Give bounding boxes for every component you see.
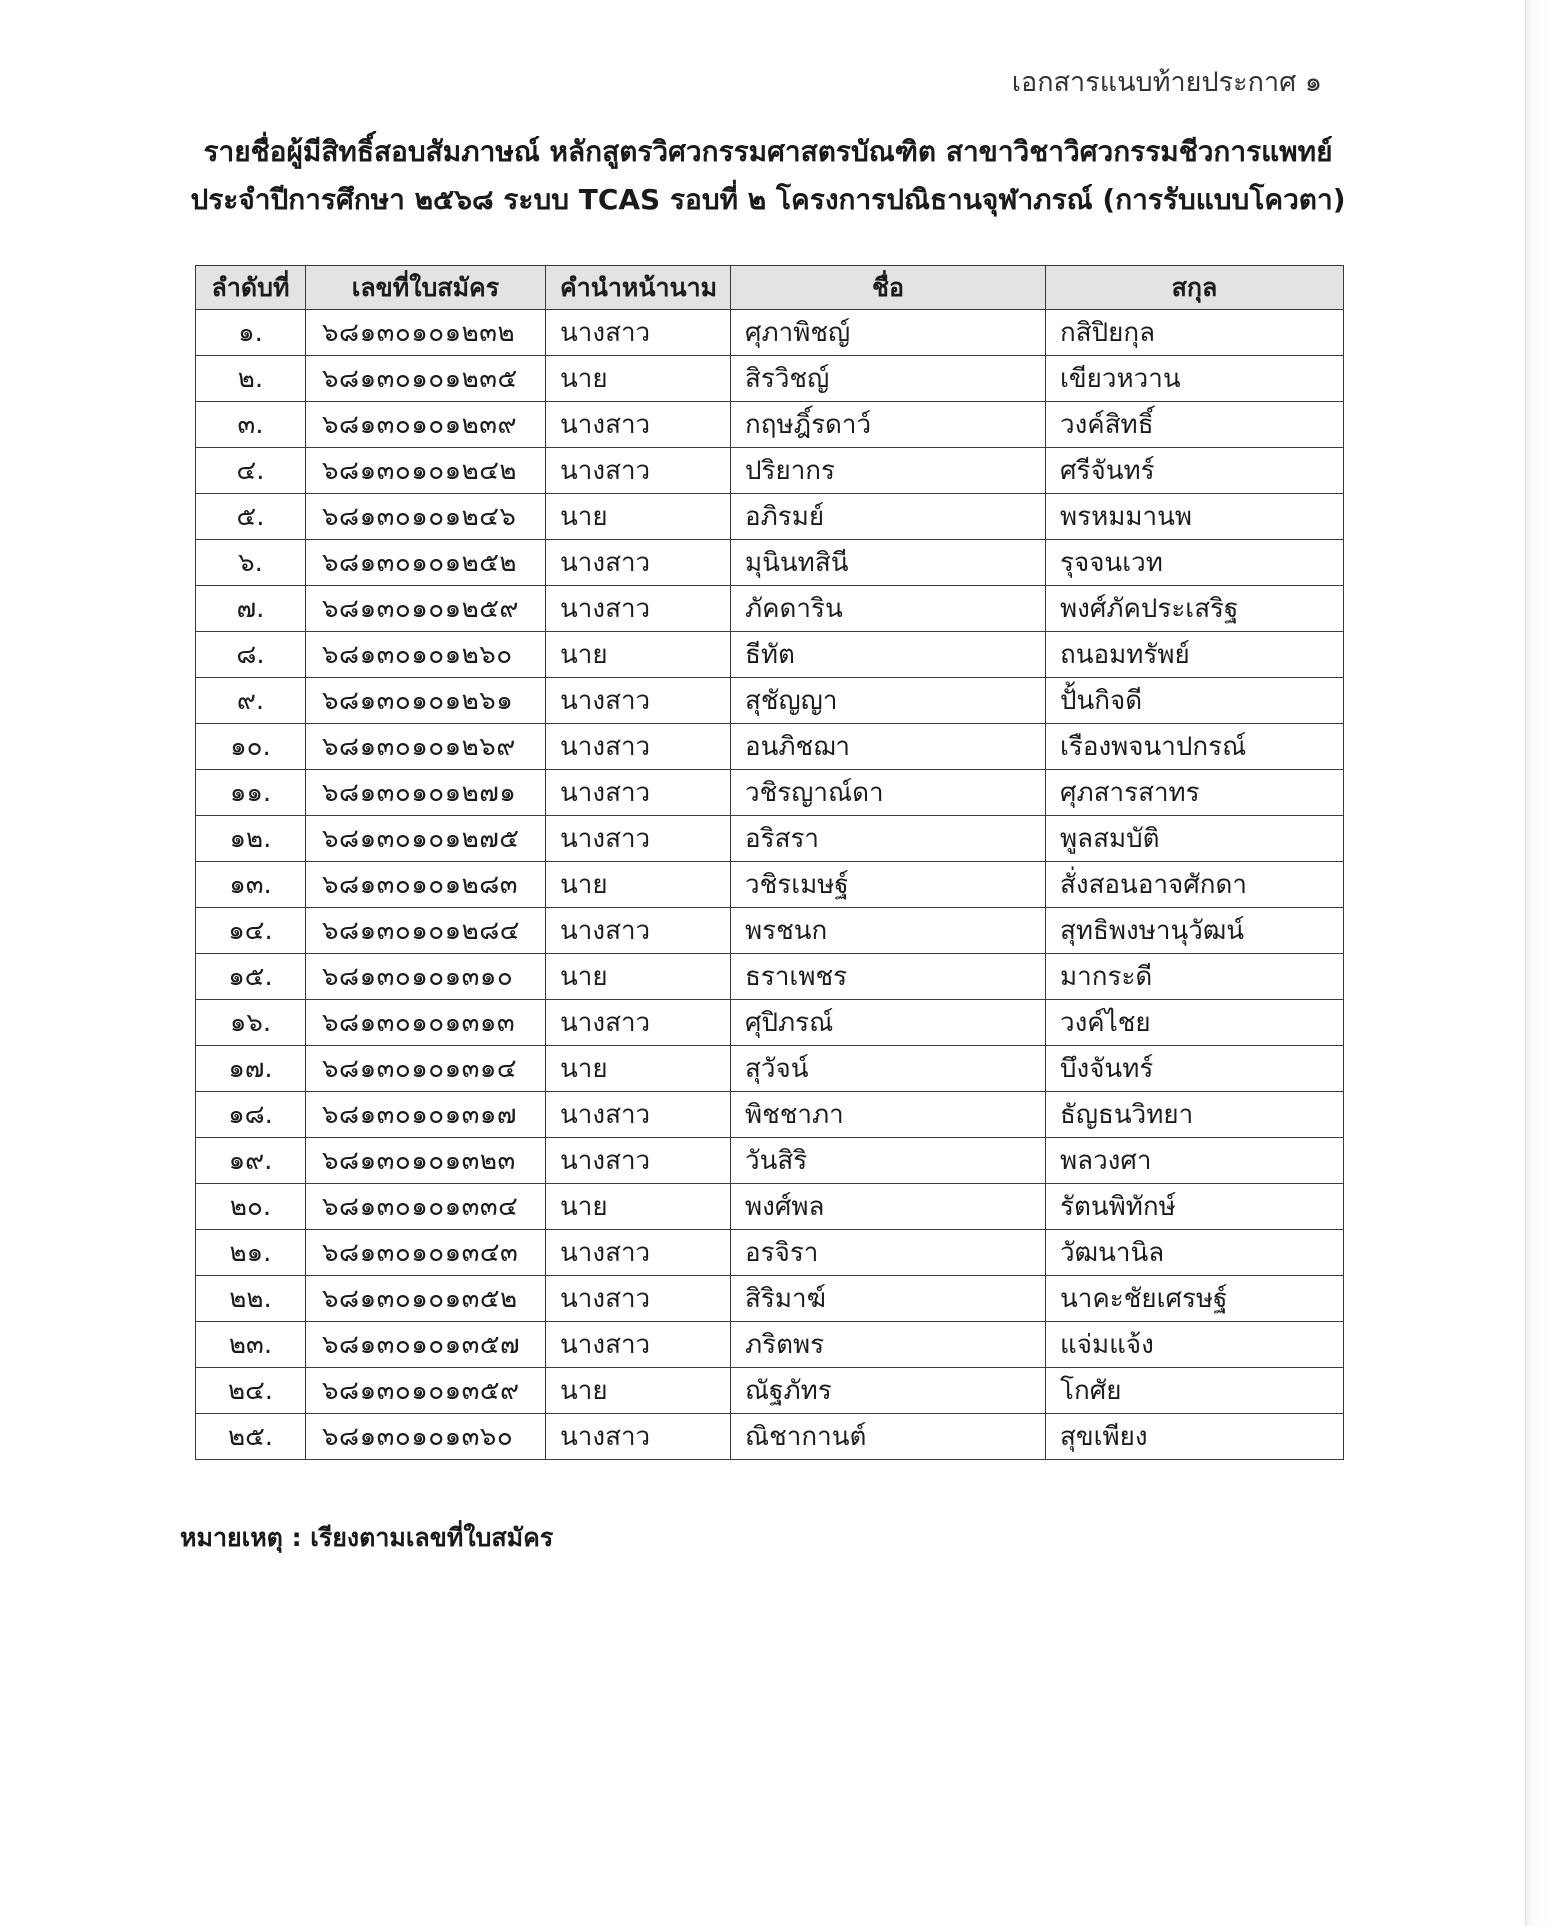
- title-line-2: ประจำปีการศึกษา ๒๕๖๘ ระบบ TCAS รอบที่ ๒ โครงการปณิธานจุฬาภรณ์ (การรับแบบโควตา): [190, 183, 1346, 216]
- cell-title-prefix: นาย: [546, 1184, 731, 1230]
- title-line-1: รายชื่อผู้มีสิทธิ์สอบสัมภาษณ์ หลักสูตรวิศวกรรมศาสตรบัณฑิต สาขาวิชาวิศวกรรมชีวการแพทย์: [203, 135, 1333, 168]
- cell-order: ๗.: [196, 586, 306, 632]
- header-application-number: เลขที่ใบสมัคร: [306, 266, 546, 310]
- cell-application-number: ๖๘๑๓๐๑๐๑๒๕๙: [306, 586, 546, 632]
- table-row: [196, 1276, 1344, 1322]
- cell-order: ๔.: [196, 448, 306, 494]
- cell-order: ๒๓.: [196, 1322, 306, 1368]
- table-row: [196, 1414, 1344, 1460]
- cell-first-name: พงศ์พล: [731, 1184, 1046, 1230]
- table-header-row: [196, 266, 1344, 310]
- cell-first-name: อภิรมย์: [731, 494, 1046, 540]
- cell-title-prefix: นางสาว: [546, 1092, 731, 1138]
- cell-last-name: พรหมมานพ: [1046, 494, 1344, 540]
- cell-application-number: ๖๘๑๓๐๑๐๑๒๖๙: [306, 724, 546, 770]
- table-row: [196, 1000, 1344, 1046]
- cell-order: ๒๒.: [196, 1276, 306, 1322]
- cell-application-number: ๖๘๑๓๐๑๐๑๓๕๗: [306, 1322, 546, 1368]
- cell-last-name: ศรีจันทร์: [1046, 448, 1344, 494]
- cell-last-name: สุขเพียง: [1046, 1414, 1344, 1460]
- table-row: [196, 310, 1344, 356]
- cell-last-name: พงศ์ภัคประเสริฐ: [1046, 586, 1344, 632]
- table-row: [196, 1046, 1344, 1092]
- table-row: [196, 1230, 1344, 1276]
- cell-first-name: ธีทัต: [731, 632, 1046, 678]
- cell-first-name: สุวัจน์: [731, 1046, 1046, 1092]
- table-row: [196, 1138, 1344, 1184]
- cell-first-name: สุชัญญา: [731, 678, 1046, 724]
- table-row: [196, 1368, 1344, 1414]
- cell-order: ๒๐.: [196, 1184, 306, 1230]
- table-row: [196, 632, 1344, 678]
- cell-application-number: ๖๘๑๓๐๑๐๑๓๔๓: [306, 1230, 546, 1276]
- cell-first-name: ณิชากานต์: [731, 1414, 1046, 1460]
- cell-application-number: ๖๘๑๓๐๑๐๑๓๓๔: [306, 1184, 546, 1230]
- cell-application-number: ๖๘๑๓๐๑๐๑๒๘๓: [306, 862, 546, 908]
- cell-first-name: ปริยากร: [731, 448, 1046, 494]
- cell-title-prefix: นางสาว: [546, 1000, 731, 1046]
- cell-application-number: ๖๘๑๓๐๑๐๑๒๓๙: [306, 402, 546, 448]
- cell-order: ๖.: [196, 540, 306, 586]
- cell-application-number: ๖๘๑๓๐๑๐๑๒๔๒: [306, 448, 546, 494]
- cell-application-number: ๖๘๑๓๐๑๐๑๒๔๖: [306, 494, 546, 540]
- cell-order: ๕.: [196, 494, 306, 540]
- cell-last-name: นาคะชัยเศรษฐ์: [1046, 1276, 1344, 1322]
- cell-first-name: พิชชาภา: [731, 1092, 1046, 1138]
- cell-first-name: ศุปิภรณ์: [731, 1000, 1046, 1046]
- cell-title-prefix: นางสาว: [546, 724, 731, 770]
- cell-order: ๑๓.: [196, 862, 306, 908]
- cell-order: ๙.: [196, 678, 306, 724]
- cell-application-number: ๖๘๑๓๐๑๐๑๒๖๐: [306, 632, 546, 678]
- cell-last-name: วงค์ไชย: [1046, 1000, 1344, 1046]
- cell-first-name: วชิรญาณ์ดา: [731, 770, 1046, 816]
- cell-order: ๑๖.: [196, 1000, 306, 1046]
- table-row: [196, 908, 1344, 954]
- table-row: [196, 724, 1344, 770]
- cell-application-number: ๖๘๑๓๐๑๐๑๒๗๕: [306, 816, 546, 862]
- cell-last-name: เขียวหวาน: [1046, 356, 1344, 402]
- cell-first-name: พรชนก: [731, 908, 1046, 954]
- document-title: [150, 128, 1386, 224]
- cell-first-name: อริสรา: [731, 816, 1046, 862]
- cell-order: ๒๑.: [196, 1230, 306, 1276]
- table-row: [196, 816, 1344, 862]
- cell-order: ๑.: [196, 310, 306, 356]
- cell-first-name: สิริมาฆ์: [731, 1276, 1046, 1322]
- cell-order: ๒.: [196, 356, 306, 402]
- cell-order: ๑๗.: [196, 1046, 306, 1092]
- cell-application-number: ๖๘๑๓๐๑๐๑๓๑๐: [306, 954, 546, 1000]
- header-order: ลำดับที่: [196, 266, 306, 310]
- cell-first-name: อรจิรา: [731, 1230, 1046, 1276]
- cell-application-number: ๖๘๑๓๐๑๐๑๓๑๗: [306, 1092, 546, 1138]
- table-row: [196, 448, 1344, 494]
- cell-title-prefix: นางสาว: [546, 1230, 731, 1276]
- cell-first-name: ภริตพร: [731, 1322, 1046, 1368]
- cell-last-name: กสิปิยกุล: [1046, 310, 1344, 356]
- header-title-prefix: คำนำหน้านาม: [546, 266, 731, 310]
- cell-application-number: ๖๘๑๓๐๑๐๑๒๓๕: [306, 356, 546, 402]
- cell-application-number: ๖๘๑๓๐๑๐๑๓๑๔: [306, 1046, 546, 1092]
- cell-application-number: ๖๘๑๓๐๑๐๑๒๗๑: [306, 770, 546, 816]
- table-row: [196, 402, 1344, 448]
- cell-first-name: ณัฐภัทร: [731, 1368, 1046, 1414]
- cell-application-number: ๖๘๑๓๐๑๐๑๓๕๙: [306, 1368, 546, 1414]
- cell-order: ๒๔.: [196, 1368, 306, 1414]
- cell-title-prefix: นาย: [546, 494, 731, 540]
- cell-last-name: ปั้นกิจดี: [1046, 678, 1344, 724]
- cell-last-name: พลวงศา: [1046, 1138, 1344, 1184]
- cell-order: ๒๕.: [196, 1414, 306, 1460]
- cell-application-number: ๖๘๑๓๐๑๐๑๒๘๔: [306, 908, 546, 954]
- table-row: [196, 356, 1344, 402]
- cell-first-name: ธราเพชร: [731, 954, 1046, 1000]
- cell-title-prefix: นางสาว: [546, 540, 731, 586]
- cell-last-name: พูลสมบัติ: [1046, 816, 1344, 862]
- candidate-table: [195, 265, 1344, 1460]
- cell-title-prefix: นาย: [546, 356, 731, 402]
- cell-last-name: ธัญธนวิทยา: [1046, 1092, 1344, 1138]
- cell-title-prefix: นาย: [546, 632, 731, 678]
- cell-application-number: ๖๘๑๓๐๑๐๑๒๓๒: [306, 310, 546, 356]
- cell-last-name: วัฒนานิล: [1046, 1230, 1344, 1276]
- header-last-name: สกุล: [1046, 266, 1344, 310]
- cell-last-name: สั่งสอนอาจศักดา: [1046, 862, 1344, 908]
- cell-last-name: แจ่มแจ้ง: [1046, 1322, 1344, 1368]
- cell-order: ๑๙.: [196, 1138, 306, 1184]
- cell-order: ๑๔.: [196, 908, 306, 954]
- cell-last-name: บึงจันทร์: [1046, 1046, 1344, 1092]
- cell-order: ๑๐.: [196, 724, 306, 770]
- table-row: [196, 540, 1344, 586]
- cell-title-prefix: นาย: [546, 1368, 731, 1414]
- table-row: [196, 678, 1344, 724]
- table-row: [196, 1092, 1344, 1138]
- table-row: [196, 1322, 1344, 1368]
- cell-order: ๑๒.: [196, 816, 306, 862]
- cell-application-number: ๖๘๑๓๐๑๐๑๓๑๓: [306, 1000, 546, 1046]
- table-row: [196, 586, 1344, 632]
- table-row: [196, 954, 1344, 1000]
- cell-application-number: ๖๘๑๓๐๑๐๑๓๒๓: [306, 1138, 546, 1184]
- cell-application-number: ๖๘๑๓๐๑๐๑๒๖๑: [306, 678, 546, 724]
- cell-title-prefix: นางสาว: [546, 402, 731, 448]
- cell-title-prefix: นางสาว: [546, 1414, 731, 1460]
- cell-last-name: รุจจนเวท: [1046, 540, 1344, 586]
- cell-last-name: มากระดี: [1046, 954, 1344, 1000]
- cell-first-name: กฤษฎิ์รดาว์: [731, 402, 1046, 448]
- cell-title-prefix: นางสาว: [546, 1138, 731, 1184]
- cell-first-name: สิรวิชญ์: [731, 356, 1046, 402]
- cell-first-name: วชิรเมษฐ์: [731, 862, 1046, 908]
- cell-title-prefix: นางสาว: [546, 770, 731, 816]
- cell-first-name: มุนินทสินี: [731, 540, 1046, 586]
- table-body: [196, 310, 1344, 1460]
- cell-title-prefix: นาย: [546, 862, 731, 908]
- cell-last-name: สุทธิพงษานุวัฒน์: [1046, 908, 1344, 954]
- page-edge: [1525, 0, 1550, 1926]
- cell-order: ๓.: [196, 402, 306, 448]
- cell-last-name: โกศัย: [1046, 1368, 1344, 1414]
- cell-last-name: ศุภสารสาทร: [1046, 770, 1344, 816]
- cell-last-name: รัตนพิทักษ์: [1046, 1184, 1344, 1230]
- table-row: [196, 770, 1344, 816]
- cell-last-name: ถนอมทรัพย์: [1046, 632, 1344, 678]
- cell-order: ๘.: [196, 632, 306, 678]
- footnote: หมายเหตุ : เรียงตามเลขที่ใบสมัคร: [180, 1523, 554, 1552]
- cell-title-prefix: นาย: [546, 954, 731, 1000]
- cell-title-prefix: นางสาว: [546, 586, 731, 632]
- table-row: [196, 1184, 1344, 1230]
- cell-last-name: เรืองพจนาปกรณ์: [1046, 724, 1344, 770]
- cell-title-prefix: นางสาว: [546, 1276, 731, 1322]
- header-first-name: ชื่อ: [731, 266, 1046, 310]
- cell-first-name: ศุภาพิชญ์: [731, 310, 1046, 356]
- cell-first-name: อนภิชฌา: [731, 724, 1046, 770]
- cell-title-prefix: นางสาว: [546, 908, 731, 954]
- cell-application-number: ๖๘๑๓๐๑๐๑๒๕๒: [306, 540, 546, 586]
- cell-order: ๑๘.: [196, 1092, 306, 1138]
- cell-title-prefix: นางสาว: [546, 310, 731, 356]
- cell-last-name: วงค์สิทธิ์: [1046, 402, 1344, 448]
- cell-order: ๑๕.: [196, 954, 306, 1000]
- table-row: [196, 494, 1344, 540]
- cell-title-prefix: นางสาว: [546, 448, 731, 494]
- cell-title-prefix: นาย: [546, 1046, 731, 1092]
- cell-title-prefix: นางสาว: [546, 1322, 731, 1368]
- document-reference: เอกสารแนบท้ายประกาศ ๑: [1011, 67, 1322, 98]
- cell-application-number: ๖๘๑๓๐๑๐๑๓๖๐: [306, 1414, 546, 1460]
- cell-title-prefix: นางสาว: [546, 678, 731, 724]
- table-row: [196, 862, 1344, 908]
- cell-title-prefix: นางสาว: [546, 816, 731, 862]
- cell-first-name: วันสิริ: [731, 1138, 1046, 1184]
- cell-application-number: ๖๘๑๓๐๑๐๑๓๕๒: [306, 1276, 546, 1322]
- cell-first-name: ภัคดาริน: [731, 586, 1046, 632]
- cell-order: ๑๑.: [196, 770, 306, 816]
